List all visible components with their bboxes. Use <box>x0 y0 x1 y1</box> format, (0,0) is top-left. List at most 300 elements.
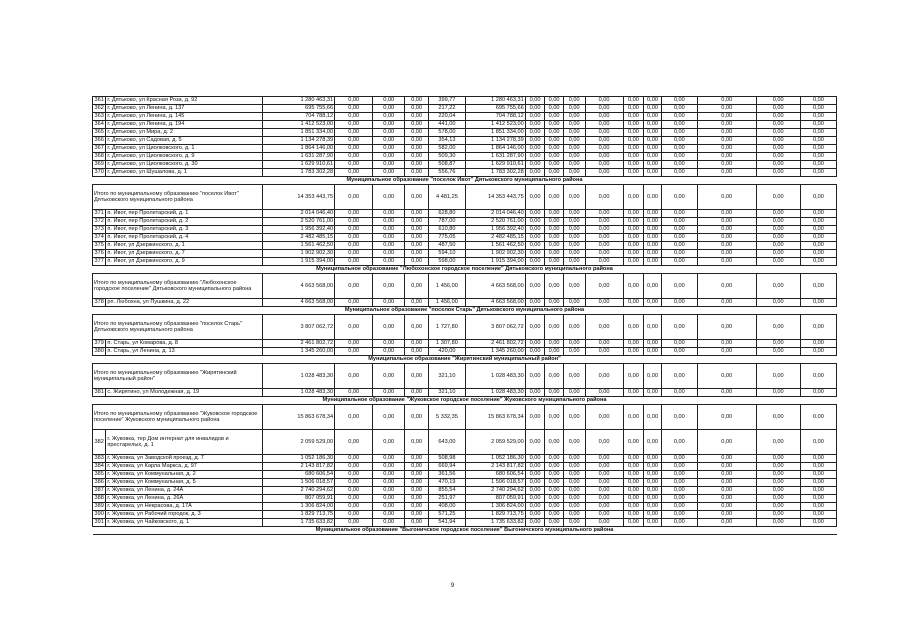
value-cell: 0,00 <box>405 161 429 169</box>
value-cell: 704 788,12 <box>263 113 335 121</box>
value-cell: 0,00 <box>585 105 623 113</box>
value-cell: 0,00 <box>405 121 429 129</box>
value-cell: 470,19 <box>428 479 465 487</box>
row-number: 388 <box>93 495 106 503</box>
value-cell: 0,00 <box>623 299 644 307</box>
value-cell: 0,00 <box>405 137 429 145</box>
address-cell: г. Дятьково, ул Ленина, д. 145 <box>106 113 263 121</box>
value-cell: 0,00 <box>697 105 756 113</box>
value-cell: 0,00 <box>623 487 644 495</box>
row-number: 379 <box>93 340 106 348</box>
value-cell: 0,00 <box>661 463 697 471</box>
value-cell: 0,00 <box>405 299 429 307</box>
value-cell: 0,00 <box>545 250 564 258</box>
value-cell: 0,00 <box>545 299 564 307</box>
row-number: 373 <box>93 226 106 234</box>
value-cell: 1 631 287,90 <box>263 153 335 161</box>
table-row <box>93 129 837 137</box>
value-cell: 0,00 <box>585 218 623 226</box>
value-cell: 0,00 <box>623 153 644 161</box>
value-cell: 0,00 <box>525 471 545 479</box>
value-cell: 0,00 <box>525 242 545 250</box>
address-cell: п. Ивот, пер Пролетарский, д. 2 <box>106 218 263 226</box>
value-cell: 0,00 <box>335 299 373 307</box>
table-row <box>93 161 837 169</box>
value-cell: 15 863 678,34 <box>465 405 525 430</box>
address-cell: г. Жуковка, ул Некрасова, д. 17А <box>106 503 263 511</box>
value-cell: 0,00 <box>800 430 836 455</box>
value-cell: 0,00 <box>585 97 623 105</box>
value-cell: 0,00 <box>800 218 836 226</box>
value-cell: 0,00 <box>545 210 564 218</box>
value-cell: 0,00 <box>585 145 623 153</box>
value-cell: 0,00 <box>661 210 697 218</box>
value-cell: 0,00 <box>623 405 644 430</box>
value-cell: 0,00 <box>545 511 564 519</box>
value-cell: 0,00 <box>373 519 405 527</box>
table-row <box>93 250 837 258</box>
value-cell: 0,00 <box>697 487 756 495</box>
value-cell: 0,00 <box>623 145 644 153</box>
value-cell: 0,00 <box>563 455 585 463</box>
value-cell: 0,00 <box>756 503 800 511</box>
row-number: 368 <box>93 153 106 161</box>
value-cell: 0,00 <box>756 430 800 455</box>
value-cell: 0,00 <box>697 364 756 389</box>
value-cell: 0,00 <box>756 479 800 487</box>
table-row <box>93 348 837 356</box>
value-cell: 0,00 <box>563 137 585 145</box>
value-cell: 0,00 <box>800 258 836 266</box>
section-title: Муниципальное образование "поселок Старь" Дятьковского муниципального района <box>93 307 837 315</box>
value-cell: 0,00 <box>585 226 623 234</box>
value-cell: 0,00 <box>623 389 644 397</box>
value-cell: 0,00 <box>563 487 585 495</box>
value-cell: 0,00 <box>525 258 545 266</box>
value-cell: 0,00 <box>644 299 662 307</box>
value-cell: 1 915 394,00 <box>465 258 525 266</box>
value-cell: 5 332,35 <box>428 405 465 430</box>
value-cell: 0,00 <box>697 495 756 503</box>
value-cell: 487,50 <box>428 242 465 250</box>
value-cell: 0,00 <box>644 137 662 145</box>
value-cell: 0,00 <box>335 218 373 226</box>
value-cell: 1 783 302,28 <box>263 169 335 177</box>
row-number: 363 <box>93 113 106 121</box>
value-cell: 0,00 <box>373 105 405 113</box>
total-row <box>93 274 837 299</box>
value-cell: 0,00 <box>405 340 429 348</box>
value-cell: 1 456,00 <box>428 299 465 307</box>
value-cell: 0,00 <box>405 463 429 471</box>
value-cell: 0,00 <box>373 97 405 105</box>
value-cell: 0,00 <box>800 487 836 495</box>
row-number: 370 <box>93 169 106 177</box>
value-cell: 0,00 <box>756 153 800 161</box>
value-cell: 0,00 <box>335 364 373 389</box>
value-cell: 14 353 443,75 <box>465 185 525 210</box>
value-cell: 0,00 <box>661 97 697 105</box>
value-cell: 2 143 817,82 <box>263 463 335 471</box>
value-cell: 0,00 <box>585 471 623 479</box>
value-cell: 0,00 <box>405 389 429 397</box>
value-cell: 0,00 <box>585 340 623 348</box>
value-cell: 0,00 <box>405 503 429 511</box>
value-cell: 1 412 523,00 <box>263 121 335 129</box>
value-cell: 0,00 <box>373 348 405 356</box>
value-cell: 0,00 <box>563 153 585 161</box>
value-cell: 0,00 <box>661 226 697 234</box>
value-cell: 0,00 <box>697 479 756 487</box>
value-cell: 0,00 <box>697 129 756 137</box>
value-cell: 0,00 <box>644 495 662 503</box>
address-cell: г. Жуковка, ул Ленина, д. 24А <box>106 487 263 495</box>
value-cell: 0,00 <box>373 218 405 226</box>
value-cell: 361,56 <box>428 471 465 479</box>
value-cell: 695 755,66 <box>465 105 525 113</box>
value-cell: 0,00 <box>405 479 429 487</box>
value-cell: 0,00 <box>697 137 756 145</box>
address-cell: г. Жуковка, ул Чайковского, д. 1 <box>106 519 263 527</box>
value-cell: 0,00 <box>525 153 545 161</box>
value-cell: 0,00 <box>373 121 405 129</box>
value-cell: 0,00 <box>525 105 545 113</box>
value-cell: 1 902 902,30 <box>465 250 525 258</box>
value-cell: 0,00 <box>644 218 662 226</box>
value-cell: 0,00 <box>623 169 644 177</box>
value-cell: 0,00 <box>405 405 429 430</box>
value-cell: 2 059 529,00 <box>465 430 525 455</box>
value-cell: 251,97 <box>428 495 465 503</box>
value-cell: 0,00 <box>545 479 564 487</box>
value-cell: 0,00 <box>545 121 564 129</box>
value-cell: 1 902 902,30 <box>263 250 335 258</box>
value-cell: 0,00 <box>525 364 545 389</box>
value-cell: 0,00 <box>800 97 836 105</box>
value-cell: 0,00 <box>585 169 623 177</box>
value-cell: 3 807 062,72 <box>263 315 335 340</box>
value-cell: 598,00 <box>428 258 465 266</box>
value-cell: 0,00 <box>405 97 429 105</box>
value-cell: 0,00 <box>661 153 697 161</box>
value-cell: 0,00 <box>373 511 405 519</box>
value-cell: 0,00 <box>585 519 623 527</box>
value-cell: 0,00 <box>756 364 800 389</box>
value-cell: 0,00 <box>661 364 697 389</box>
value-cell: 0,00 <box>661 495 697 503</box>
value-cell: 1 345 260,00 <box>263 348 335 356</box>
value-cell: 0,00 <box>800 479 836 487</box>
value-cell: 704 788,12 <box>465 113 525 121</box>
address-cell: п. Ивот, пер Пролетарский, д. 4 <box>106 234 263 242</box>
row-number: 377 <box>93 258 106 266</box>
value-cell: 1 783 302,28 <box>465 169 525 177</box>
table-body <box>93 97 837 535</box>
value-cell: 4 663 568,00 <box>465 299 525 307</box>
value-cell: 0,00 <box>545 471 564 479</box>
table-row <box>93 113 837 121</box>
value-cell: 0,00 <box>585 503 623 511</box>
value-cell: 0,00 <box>661 479 697 487</box>
section-title: Муниципальное образование "Жуковское городское поселение" Жуковского муниципального района <box>93 397 837 405</box>
value-cell: 0,00 <box>405 169 429 177</box>
value-cell: 0,00 <box>525 210 545 218</box>
value-cell: 1 864 146,00 <box>263 145 335 153</box>
value-cell: 855,54 <box>428 487 465 495</box>
value-cell: 0,00 <box>335 234 373 242</box>
value-cell: 0,00 <box>545 113 564 121</box>
value-cell: 0,00 <box>335 348 373 356</box>
value-cell: 0,00 <box>525 226 545 234</box>
value-cell: 0,00 <box>585 242 623 250</box>
section-header-row <box>93 307 837 315</box>
value-cell: 0,00 <box>525 495 545 503</box>
total-row <box>93 405 837 430</box>
address-cell: г. Дятьково, ул Циолковского, д. 1 <box>106 145 263 153</box>
value-cell: 0,00 <box>697 145 756 153</box>
value-cell: 0,00 <box>405 145 429 153</box>
value-cell: 0,00 <box>697 226 756 234</box>
value-cell: 0,00 <box>373 405 405 430</box>
value-cell: 0,00 <box>623 455 644 463</box>
section-title: Муниципальное образование "поселок Ивот" Дятьковского муниципального района <box>93 177 837 185</box>
table-row <box>93 511 837 519</box>
value-cell: 0,00 <box>661 218 697 226</box>
value-cell: 0,00 <box>623 242 644 250</box>
value-cell: 0,00 <box>563 274 585 299</box>
value-cell: 0,00 <box>585 389 623 397</box>
total-label: Итого по муниципальному образованию "Любохонское городское поселение" Дятьковского муниципального района <box>93 274 263 299</box>
value-cell: 0,00 <box>661 105 697 113</box>
value-cell: 0,00 <box>545 463 564 471</box>
value-cell: 0,00 <box>644 258 662 266</box>
value-cell: 0,00 <box>525 479 545 487</box>
value-cell: 0,00 <box>644 121 662 129</box>
value-cell: 0,00 <box>756 258 800 266</box>
value-cell: 1 561 462,50 <box>263 242 335 250</box>
value-cell: 0,00 <box>373 364 405 389</box>
value-cell: 0,00 <box>697 430 756 455</box>
value-cell: 669,94 <box>428 463 465 471</box>
value-cell: 0,00 <box>405 430 429 455</box>
value-cell: 0,00 <box>405 487 429 495</box>
value-cell: 0,00 <box>697 169 756 177</box>
row-number: 364 <box>93 121 106 129</box>
value-cell: 0,00 <box>661 471 697 479</box>
row-number: 362 <box>93 105 106 113</box>
value-cell: 0,00 <box>756 511 800 519</box>
value-cell: 0,00 <box>373 153 405 161</box>
value-cell: 0,00 <box>373 503 405 511</box>
value-cell: 0,00 <box>405 511 429 519</box>
value-cell: 0,00 <box>335 258 373 266</box>
value-cell: 0,00 <box>697 242 756 250</box>
value-cell: 0,00 <box>545 389 564 397</box>
value-cell: 0,00 <box>335 519 373 527</box>
address-cell: г. Дятьково, ул Мира, д. 2 <box>106 129 263 137</box>
value-cell: 0,00 <box>563 430 585 455</box>
value-cell: 408,00 <box>428 503 465 511</box>
value-cell: 0,00 <box>800 153 836 161</box>
document-sheet <box>92 96 837 535</box>
address-cell: г. Дятьково, ул Циолковского, д. 9 <box>106 153 263 161</box>
value-cell: 0,00 <box>545 315 564 340</box>
value-cell: 0,00 <box>373 226 405 234</box>
value-cell: 0,00 <box>697 405 756 430</box>
value-cell: 0,00 <box>800 210 836 218</box>
value-cell: 0,00 <box>585 113 623 121</box>
value-cell: 0,00 <box>525 185 545 210</box>
table-row <box>93 242 837 250</box>
value-cell: 0,00 <box>525 121 545 129</box>
value-cell: 0,00 <box>525 463 545 471</box>
address-cell: г. Дятьково, ул Ленина, д. 194 <box>106 121 263 129</box>
value-cell: 0,00 <box>405 153 429 161</box>
value-cell: 0,00 <box>644 340 662 348</box>
value-cell: 0,00 <box>661 137 697 145</box>
value-cell: 0,00 <box>800 455 836 463</box>
value-cell: 0,00 <box>697 121 756 129</box>
table-row <box>93 169 837 177</box>
value-cell: 0,00 <box>756 226 800 234</box>
value-cell: 0,00 <box>585 455 623 463</box>
value-cell: 571,25 <box>428 511 465 519</box>
value-cell: 0,00 <box>525 503 545 511</box>
value-cell: 0,00 <box>756 299 800 307</box>
value-cell: 0,00 <box>800 389 836 397</box>
value-cell: 0,00 <box>661 242 697 250</box>
value-cell: 0,00 <box>525 405 545 430</box>
value-cell: 0,00 <box>525 511 545 519</box>
value-cell: 0,00 <box>644 348 662 356</box>
value-cell: 0,00 <box>563 97 585 105</box>
value-cell: 1 134 278,39 <box>465 137 525 145</box>
value-cell: 0,00 <box>525 519 545 527</box>
section-header-row <box>93 397 837 405</box>
value-cell: 0,00 <box>563 364 585 389</box>
value-cell: 0,00 <box>373 161 405 169</box>
value-cell: 0,00 <box>661 511 697 519</box>
value-cell: 0,00 <box>525 218 545 226</box>
value-cell: 0,00 <box>697 519 756 527</box>
value-cell: 0,00 <box>525 487 545 495</box>
row-number: 378 <box>93 299 106 307</box>
value-cell: 0,00 <box>545 455 564 463</box>
value-cell: 0,00 <box>623 364 644 389</box>
value-cell: 1 851 334,00 <box>263 129 335 137</box>
value-cell: 0,00 <box>661 129 697 137</box>
value-cell: 807 059,91 <box>465 495 525 503</box>
value-cell: 0,00 <box>644 234 662 242</box>
value-cell: 0,00 <box>563 471 585 479</box>
row-number: 371 <box>93 210 106 218</box>
value-cell: 1 561 462,50 <box>465 242 525 250</box>
value-cell: 2 059 529,00 <box>263 430 335 455</box>
value-cell: 0,00 <box>335 479 373 487</box>
value-cell: 0,00 <box>756 218 800 226</box>
value-cell: 0,00 <box>800 137 836 145</box>
value-cell: 0,00 <box>373 145 405 153</box>
value-cell: 0,00 <box>661 503 697 511</box>
value-cell: 0,00 <box>644 274 662 299</box>
value-cell: 2 740 294,62 <box>465 487 525 495</box>
value-cell: 0,00 <box>563 315 585 340</box>
value-cell: 0,00 <box>800 471 836 479</box>
value-cell: 0,00 <box>373 299 405 307</box>
value-cell: 0,00 <box>756 113 800 121</box>
value-cell: 0,00 <box>545 226 564 234</box>
value-cell: 0,00 <box>644 364 662 389</box>
value-cell: 0,00 <box>335 463 373 471</box>
value-cell: 0,00 <box>697 274 756 299</box>
value-cell: 0,00 <box>756 105 800 113</box>
value-cell: 0,00 <box>697 218 756 226</box>
value-cell: 399,77 <box>428 97 465 105</box>
value-cell: 0,00 <box>335 105 373 113</box>
table-row <box>93 340 837 348</box>
value-cell: 582,00 <box>428 145 465 153</box>
value-cell: 0,00 <box>800 315 836 340</box>
value-cell: 787,00 <box>428 218 465 226</box>
capital-repair-table <box>92 96 837 535</box>
value-cell: 0,00 <box>563 169 585 177</box>
value-cell: 1 829 713,75 <box>263 511 335 519</box>
value-cell: 0,00 <box>585 161 623 169</box>
value-cell: 0,00 <box>697 503 756 511</box>
value-cell: 0,00 <box>563 129 585 137</box>
value-cell: 0,00 <box>644 145 662 153</box>
value-cell: 0,00 <box>563 495 585 503</box>
value-cell: 0,00 <box>644 185 662 210</box>
value-cell: 556,76 <box>428 169 465 177</box>
value-cell: 0,00 <box>373 274 405 299</box>
value-cell: 0,00 <box>545 503 564 511</box>
value-cell: 0,00 <box>697 348 756 356</box>
value-cell: 610,80 <box>428 226 465 234</box>
value-cell: 0,00 <box>756 274 800 299</box>
value-cell: 0,00 <box>525 299 545 307</box>
value-cell: 0,00 <box>756 455 800 463</box>
value-cell: 4 663 568,00 <box>465 274 525 299</box>
row-number: 381 <box>93 389 106 397</box>
value-cell: 0,00 <box>545 487 564 495</box>
row-number: 374 <box>93 234 106 242</box>
value-cell: 1 345 260,00 <box>465 348 525 356</box>
value-cell: 0,00 <box>661 348 697 356</box>
value-cell: 0,00 <box>644 471 662 479</box>
value-cell: 0,00 <box>756 121 800 129</box>
value-cell: 0,00 <box>661 487 697 495</box>
value-cell: 0,00 <box>800 405 836 430</box>
address-cell: п. Ивот, ул Дзержинского, д. 1 <box>106 242 263 250</box>
value-cell: 2 520 761,00 <box>465 218 525 226</box>
value-cell: 0,00 <box>697 185 756 210</box>
value-cell: 0,00 <box>756 405 800 430</box>
value-cell: 0,00 <box>335 153 373 161</box>
value-cell: 2 740 294,62 <box>263 487 335 495</box>
value-cell: 0,00 <box>563 348 585 356</box>
value-cell: 0,00 <box>373 315 405 340</box>
value-cell: 0,00 <box>661 113 697 121</box>
value-cell: 0,00 <box>756 250 800 258</box>
value-cell: 0,00 <box>405 242 429 250</box>
value-cell: 0,00 <box>585 405 623 430</box>
section-header-row <box>93 527 837 535</box>
value-cell: 1 280 463,31 <box>465 97 525 105</box>
value-cell: 0,00 <box>644 455 662 463</box>
value-cell: 0,00 <box>405 234 429 242</box>
value-cell: 0,00 <box>335 430 373 455</box>
